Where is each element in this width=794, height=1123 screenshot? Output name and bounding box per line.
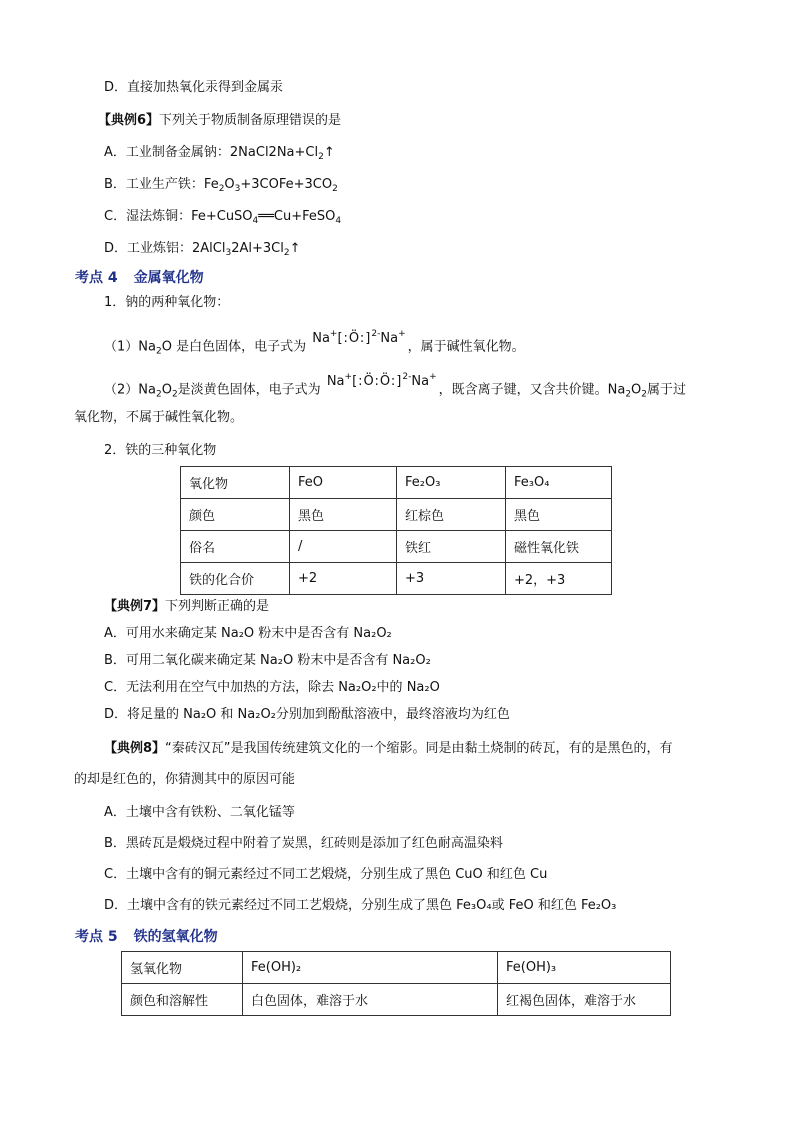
formula-part: +3COFe+3CO: [240, 177, 333, 192]
sodium-ion: Na: [380, 331, 399, 346]
example8-option-b: B．黑砖瓦是煅烧过程中附着了炭黑，红砖则是添加了红色耐高温染料: [104, 836, 503, 851]
subscript: 3: [225, 248, 232, 258]
example8-option-a: A．土壤中含有铁粉、二氧化锰等: [104, 805, 295, 820]
sodium-ion: Na: [326, 374, 345, 389]
section4-title: 金属氧化物: [133, 270, 204, 286]
subscript: 2: [155, 346, 162, 357]
subscript: 2: [218, 184, 225, 194]
charge: +: [398, 329, 406, 339]
sodium-ion: Na: [312, 331, 330, 346]
section4-item1: 1．钠的两种氧化物：: [104, 295, 230, 310]
table-row: [181, 531, 612, 563]
gas-arrow: ↑: [289, 241, 301, 256]
formula-part: 2AlCl: [192, 241, 226, 256]
iron-hydroxides-table: [121, 951, 671, 1016]
table-cell: Fe(OH)₃: [498, 952, 671, 984]
text-part: ，既含离子键，又含共价键。Na: [438, 382, 626, 398]
iron-oxides-table: [180, 466, 612, 595]
table-cell: +2，+3: [506, 563, 612, 595]
table-cell: +2: [290, 563, 397, 595]
table-cell: 黑色: [506, 499, 612, 531]
option-a-equation: 2NaCl2Na+Cl: [229, 145, 319, 160]
table-cell: 颜色和溶解性: [122, 984, 243, 1016]
section4-heading: [75, 267, 204, 287]
subscript: 2: [318, 152, 324, 162]
example8-option-c: C．土壤中含有的铜元素经过不同工艺煅烧，分别生成了黑色 CuO 和红色 Cu: [104, 867, 548, 882]
section5-heading: [75, 926, 218, 946]
example7-question-text: 下列判断正确的是: [165, 599, 270, 614]
text-part: （2）Na: [104, 382, 156, 398]
formula-part: O: [224, 177, 235, 192]
text-part: 属于过: [647, 382, 687, 398]
example7-question: [104, 598, 269, 616]
charge: 2-: [371, 329, 381, 339]
example8-line1-text: “秦砖汉瓦”是我国传统建筑文化的一个缩影。同是由黏土烧制的砖瓦，有的是黑色的，有: [165, 741, 673, 756]
formula-part: Fe+CuSO: [191, 209, 253, 224]
subscript: 2: [283, 248, 290, 258]
table-cell: 红棕色: [397, 499, 506, 531]
subscript: 2: [332, 184, 338, 194]
table-cell: 黑色: [290, 499, 397, 531]
section5-title: 铁的氢氧化物: [133, 929, 218, 945]
example8-question-line1: [104, 740, 673, 758]
example6-option-c: [104, 208, 341, 226]
na2o-paragraph: [104, 329, 525, 357]
example7-option-c: C．无法利用在空气中加热的方法，除去 Na₂O₂中的 Na₂O: [104, 680, 440, 695]
formula-part: ══Cu+FeSO: [258, 209, 336, 224]
option-b-label: B．工业生产铁：: [104, 177, 204, 192]
subscript: 2: [625, 389, 632, 400]
example6-option-d: [104, 240, 301, 258]
table-cell: 氧化物: [181, 467, 290, 499]
table-cell: /: [290, 531, 397, 563]
example6-question: [98, 112, 341, 130]
example6-tag: 【典例6】: [98, 113, 160, 128]
subscript: 4: [252, 216, 259, 226]
example8-tag: 【典例8】: [104, 741, 166, 756]
table-cell: 红褐色固体，难溶于水: [498, 984, 671, 1016]
charge: +: [329, 329, 338, 339]
table-cell: Fe(OH)₂: [243, 952, 498, 984]
table-cell: 铁的化合价: [181, 563, 290, 595]
section4-number: 考点 4: [75, 270, 118, 286]
formula-part: Fe: [203, 177, 219, 192]
na2o2-paragraph-line2: 氧化物，不属于碱性氧化物。: [74, 410, 244, 425]
table-cell: 白色固体，难溶于水: [243, 984, 498, 1016]
na2o2-electron-formula: [327, 373, 437, 391]
section5-number: 考点 5: [75, 929, 118, 945]
table-cell: +3: [397, 563, 506, 595]
table-cell: 铁红: [397, 531, 506, 563]
na2o2-paragraph: [104, 372, 687, 400]
oxide-ion-core: [:Ö:]: [337, 331, 372, 346]
example7-tag: 【典例7】: [104, 599, 166, 614]
subscript: 4: [335, 216, 342, 226]
sodium-ion: Na: [411, 374, 430, 389]
example7-option-a: A．可用水来确定某 Na₂O 粉末中是否含有 Na₂O₂: [104, 626, 392, 641]
na2o-electron-formula: [312, 330, 405, 348]
subscript: 2: [171, 389, 178, 400]
text-part: ，属于碱性氧化物。: [407, 339, 525, 355]
table-cell: 磁性氧化铁: [506, 531, 612, 563]
option-d-mercury: D．直接加热氧化汞得到金属汞: [104, 80, 284, 95]
formula-part: 2Al+3Cl: [231, 241, 284, 256]
section4-item2: 2．铁的三种氧化物: [104, 443, 217, 458]
text-part: O: [631, 382, 642, 398]
example7-option-d: D．将足量的 Na₂O 和 Na₂O₂分别加到酚酞溶液中，最终溶液均为红色: [104, 707, 510, 722]
table-cell: 氢氧化物: [122, 952, 243, 984]
example6-option-a: [104, 144, 335, 162]
example7-option-b: B．可用二氧化碳来确定某 Na₂O 粉末中是否含有 Na₂O₂: [104, 653, 431, 668]
example6-option-b: [104, 176, 338, 194]
table-cell: Fe₂O₃: [397, 467, 506, 499]
example6-question-text: 下列关于物质制备原理错误的是: [159, 113, 342, 128]
example8-option-d: D．土壤中含有的铁元素经过不同工艺煅烧，分别生成了黑色 Fe₃O₄或 FeO 和红色 Fe₂O₃: [104, 898, 617, 913]
table-row: [122, 984, 671, 1016]
subscript: 2: [155, 389, 162, 400]
subscript: 3: [234, 184, 241, 194]
subscript: 2: [641, 389, 648, 400]
charge: +: [429, 372, 437, 382]
text-part: 是淡黄色固体，电子式为: [177, 382, 321, 398]
table-cell: FeO: [290, 467, 397, 499]
table-row: [122, 952, 671, 984]
peroxide-ion-core: [:Ö:Ö:]: [352, 374, 403, 389]
text-part: O 是白色固体，电子式为: [161, 339, 307, 355]
table-row: [181, 467, 612, 499]
table-row: [181, 563, 612, 595]
example8-question-line2: 的却是红色的，你猜测其中的原因可能: [74, 772, 296, 787]
table-cell: 颜色: [181, 499, 290, 531]
charge: 2-: [402, 372, 412, 382]
gas-arrow: ↑: [323, 145, 335, 160]
option-c-label: C．湿法炼铜：: [104, 209, 192, 224]
table-cell: 俗名: [181, 531, 290, 563]
table-cell: Fe₃O₄: [506, 467, 612, 499]
table-row: [181, 499, 612, 531]
charge: +: [344, 372, 353, 382]
option-d-label: D．工业炼铝：: [104, 241, 193, 256]
option-a-label: A．工业制备金属钠：: [104, 145, 230, 160]
text-part: （1）Na: [104, 339, 156, 355]
text-part: O: [161, 382, 172, 398]
